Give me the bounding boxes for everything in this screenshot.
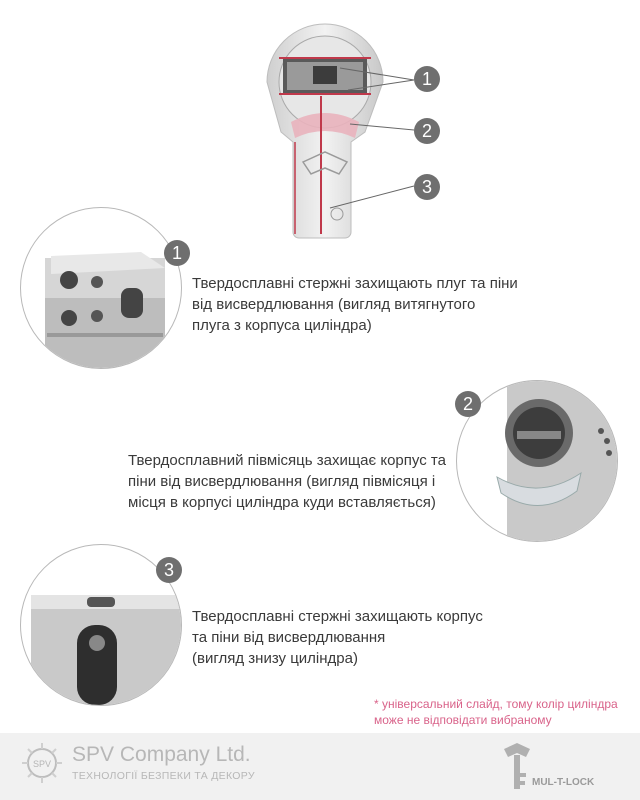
plug-closeup-image <box>20 207 182 369</box>
callout-number-badge: 3 <box>156 557 182 583</box>
disclaimer-note: * універсальний слайд, тому колір циліндра може не відповідати вибраному <box>374 697 618 727</box>
svg-text:SPV: SPV <box>32 759 52 769</box>
callout-number-badge: 1 <box>164 240 190 266</box>
footer <box>0 733 640 800</box>
callout-number-badge: 2 <box>455 391 481 417</box>
callout-number-badge: 1 <box>414 66 440 92</box>
callout-description: Твердосплавний півмісяць захищає корпус та піни від висвердлювання (вигляд півмісяця і місця в корпусі циліндра куди вставляється) <box>128 452 446 511</box>
multlock-key-icon <box>500 739 534 793</box>
callout-description: Твердосплавні стержні захищають корпус та піни від висвердлювання (вигляд знизу циліндра) <box>192 608 483 667</box>
company-tagline: ТЕХНОЛОГІЇ БЕЗПЕКИ ТА ДЕКОРУ <box>72 770 255 782</box>
company-name: SPV Company Ltd. <box>72 743 251 766</box>
callout-description: Твердосплавні стержні захищають плуг та піни від висвердлювання (вигляд витягнутого плуга з корпуса циліндра) <box>192 275 518 334</box>
callout-number-badge: 3 <box>414 174 440 200</box>
brand-logo: MUL-T-LOCK <box>532 777 595 788</box>
callout-number-badge: 2 <box>414 118 440 144</box>
spv-logo-icon <box>20 741 64 785</box>
